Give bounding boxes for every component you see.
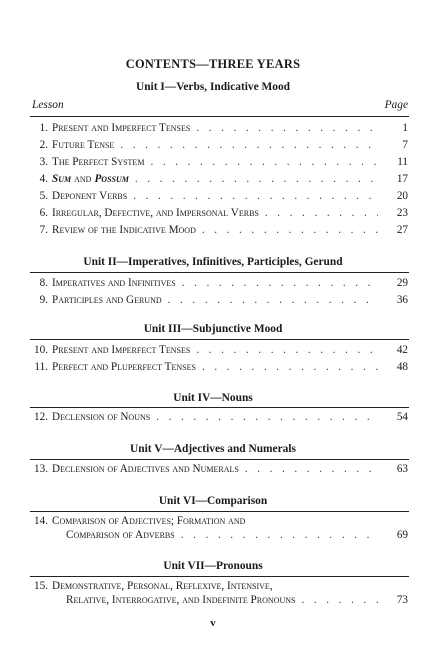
page-footer-number: v bbox=[210, 617, 216, 629]
unit-heading: Unit I—Verbs, Indicative Mood bbox=[136, 81, 290, 93]
page-title: CONTENTS—THREE YEARS bbox=[125, 57, 301, 71]
lesson-title: The Perfect System bbox=[52, 156, 145, 168]
header-rule bbox=[30, 116, 409, 117]
unit-heading: Unit VI—Comparison bbox=[158, 495, 268, 507]
lesson-title: Irregular, Defective, and Impersonal Verbs bbox=[52, 207, 259, 219]
toc-entry[interactable] bbox=[32, 579, 408, 593]
lesson-number: 3. bbox=[39, 156, 48, 168]
lesson-number: 7. bbox=[39, 224, 48, 236]
toc-entry[interactable] bbox=[32, 410, 408, 424]
page-column-header: Page bbox=[384, 99, 408, 111]
lesson-title-and: and bbox=[74, 173, 92, 185]
toc-entry-continued[interactable] bbox=[32, 528, 408, 542]
lesson-number: 5. bbox=[39, 190, 48, 202]
unit-heading: Unit II—Imperatives, Infinitives, Participles, Gerund bbox=[83, 256, 343, 268]
page-number: 29 bbox=[396, 277, 408, 289]
lesson-number: 10. bbox=[34, 344, 48, 356]
toc-entry[interactable] bbox=[32, 514, 408, 528]
toc-entry[interactable] bbox=[32, 343, 408, 357]
toc-entry[interactable] bbox=[32, 293, 408, 307]
lesson-title: Review of the Indicative Mood bbox=[52, 224, 196, 236]
page-number: 7 bbox=[402, 139, 408, 151]
lesson-title: Present and Imperfect Tenses bbox=[52, 122, 191, 134]
unit-rule bbox=[30, 407, 409, 408]
lesson-number: 14. bbox=[34, 515, 48, 527]
unit-heading: Unit IV—Nouns bbox=[173, 392, 253, 404]
page-number: 54 bbox=[396, 411, 408, 423]
toc-entry[interactable] bbox=[32, 276, 408, 290]
toc-entry[interactable] bbox=[32, 172, 408, 186]
page-number: 20 bbox=[396, 190, 408, 202]
unit-heading: Unit III—Subjunctive Mood bbox=[143, 323, 283, 335]
lesson-column-header: Lesson bbox=[32, 99, 64, 111]
toc-entry[interactable] bbox=[32, 138, 408, 152]
page-number: 1 bbox=[402, 122, 408, 134]
toc-entry[interactable] bbox=[32, 462, 408, 476]
lesson-title: Perfect and Pluperfect Tenses bbox=[52, 361, 196, 373]
lesson-title: Present and Imperfect Tenses bbox=[52, 344, 191, 356]
toc-entry[interactable] bbox=[32, 189, 408, 203]
lesson-number: 2. bbox=[39, 139, 48, 151]
lesson-number: 12. bbox=[34, 411, 48, 423]
page-number: 69 bbox=[396, 529, 408, 541]
lesson-title-sum: Sum bbox=[52, 173, 72, 185]
lesson-title: Imperatives and Infinitives bbox=[52, 277, 176, 289]
lesson-number: 15. bbox=[34, 580, 48, 592]
unit-heading: Unit V—Adjectives and Numerals bbox=[130, 443, 296, 455]
toc-entry-continued[interactable] bbox=[32, 593, 408, 607]
page-number: 27 bbox=[396, 224, 408, 236]
lesson-number: 6. bbox=[39, 207, 48, 219]
lesson-title: Future Tense bbox=[52, 139, 115, 151]
page-number: 42 bbox=[396, 344, 408, 356]
lesson-number: 13. bbox=[34, 463, 48, 475]
lesson-number: 1. bbox=[39, 122, 48, 134]
unit-rule bbox=[30, 576, 409, 577]
lesson-title-possum: Possum bbox=[94, 173, 129, 185]
lesson-title-line1: Comparison of Adjectives; Formation and bbox=[52, 515, 246, 527]
unit-rule bbox=[30, 339, 409, 340]
lesson-number: 9. bbox=[39, 294, 48, 306]
toc-entry[interactable] bbox=[32, 223, 408, 237]
lesson-title-line2: Comparison of Adverbs bbox=[66, 529, 175, 541]
unit-rule bbox=[30, 272, 409, 273]
lesson-number: 8. bbox=[39, 277, 48, 289]
toc-entry[interactable] bbox=[32, 360, 408, 374]
toc-entry[interactable] bbox=[32, 155, 408, 169]
lesson-title: Declension of Adjectives and Numerals bbox=[52, 463, 239, 475]
lesson-title: Declension of Nouns bbox=[52, 411, 151, 423]
lesson-title-line2: Relative, Interrogative, and Indefinite Pronouns bbox=[66, 594, 296, 606]
toc-entry[interactable] bbox=[32, 121, 408, 135]
page-number: 73 bbox=[396, 594, 408, 606]
unit-rule bbox=[30, 459, 409, 460]
lesson-title: Deponent Verbs bbox=[52, 190, 128, 202]
toc-entry[interactable] bbox=[32, 206, 408, 220]
page-number: 11 bbox=[397, 156, 408, 168]
lesson-title-line1: Demonstrative, Personal, Reflexive, Intensive, bbox=[52, 580, 273, 592]
page-number: 23 bbox=[396, 207, 408, 219]
unit-heading: Unit VII—Pronouns bbox=[163, 560, 263, 572]
unit-rule bbox=[30, 511, 409, 512]
lesson-number: 11. bbox=[34, 361, 48, 373]
lesson-number: 4. bbox=[39, 173, 48, 185]
page-number: 48 bbox=[396, 361, 408, 373]
lesson-title: Participles and Gerund bbox=[52, 294, 162, 306]
page-number: 36 bbox=[396, 294, 408, 306]
page-number: 63 bbox=[396, 463, 408, 475]
page-number: 17 bbox=[396, 173, 408, 185]
